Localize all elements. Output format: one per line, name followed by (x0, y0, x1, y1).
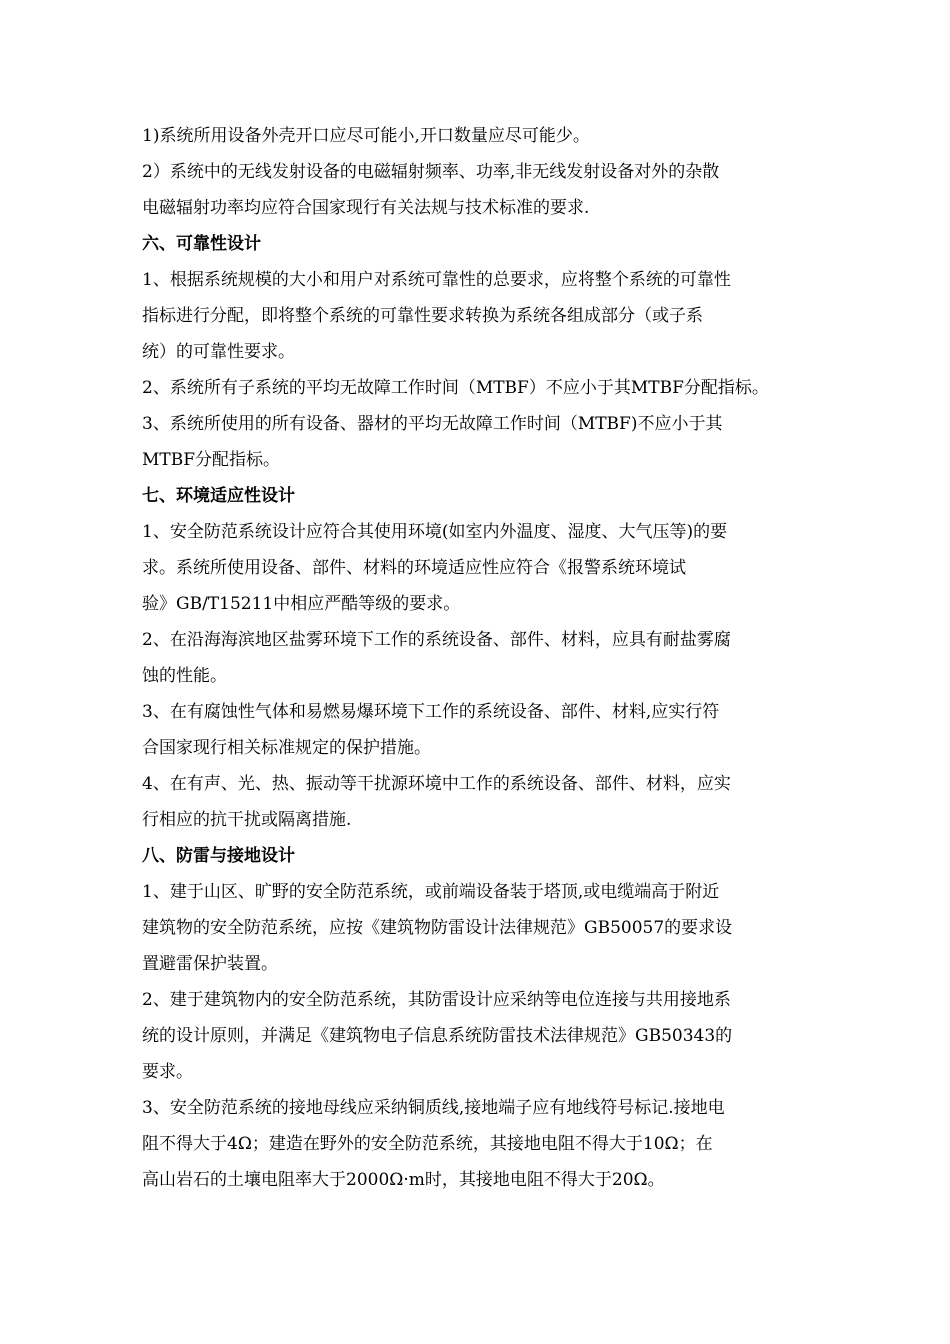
paragraph-line: 行相应的抗干扰或隔离措施. (142, 810, 352, 830)
paragraph-line: 阻不得大于4Ω；建造在野外的安全防范系统，其接地电阻不得大于10Ω；在 (142, 1134, 713, 1154)
paragraph-line: 要求。 (142, 1062, 193, 1082)
paragraph-line: 1、安全防范系统设计应符合其使用环境(如室内外温度、湿度、大气压等)的要 (142, 522, 728, 542)
paragraph-line: 建筑物的安全防范系统，应按《建筑物防雷设计法律规范》GB50057的要求设 (142, 918, 733, 938)
paragraph-line: 统）的可靠性要求。 (142, 342, 295, 362)
paragraph-line: 置避雷保护装置。 (142, 954, 278, 974)
paragraph-line: 蚀的性能。 (142, 666, 227, 686)
document-page (142, 118, 812, 1198)
paragraph-line: 高山岩石的土壤电阻率大于2000Ω·m时，其接地电阻不得大于20Ω。 (142, 1170, 665, 1190)
paragraph-line: 2、建于建筑物内的安全防范系统，其防雷设计应采纳等电位连接与共用接地系 (142, 990, 731, 1010)
paragraph-line: 1、建于山区、旷野的安全防范系统，或前端设备装于塔顶,或电缆端高于附近 (142, 882, 720, 902)
paragraph-line: 电磁辐射功率均应符合国家现行有关法规与技术标准的要求. (142, 198, 590, 218)
paragraph-line: MTBF分配指标。 (142, 450, 281, 470)
paragraph-line: 验》GB/T15211中相应严酷等级的要求。 (142, 594, 461, 614)
paragraph-line: 3、系统所使用的所有设备、器材的平均无故障工作时间（MTBF)不应小于其 (142, 414, 723, 434)
paragraph-line: 1)系统所用设备外壳开口应尽可能小,开口数量应尽可能少。 (142, 126, 590, 146)
section-heading-environment: 七、环境适应性设计 (142, 486, 295, 506)
paragraph-line: 4、在有声、光、热、振动等干扰源环境中工作的系统设备、部件、材料，应实 (142, 774, 731, 794)
paragraph-line: 2、系统所有子系统的平均无故障工作时间（MTBF）不应小于其MTBF分配指标。 (142, 378, 769, 398)
paragraph-line: 3、在有腐蚀性气体和易燃易爆环境下工作的系统设备、部件、材料,应实行符 (142, 702, 720, 722)
paragraph-line: 2、在沿海海滨地区盐雾环境下工作的系统设备、部件、材料，应具有耐盐雾腐 (142, 630, 731, 650)
paragraph-line: 3、安全防范系统的接地母线应采纳铜质线,接地端子应有地线符号标记.接地电 (142, 1098, 725, 1118)
paragraph-line: 统的设计原则，并满足《建筑物电子信息系统防雷技术法律规范》GB50343的 (142, 1026, 733, 1046)
paragraph-line: 指标进行分配，即将整个系统的可靠性要求转换为系统各组成部分（或子系 (142, 306, 703, 326)
section-heading-reliability: 六、可靠性设计 (142, 234, 261, 254)
paragraph-line: 合国家现行相关标准规定的保护措施。 (142, 738, 431, 758)
paragraph-line: 1、根据系统规模的大小和用户对系统可靠性的总要求，应将整个系统的可靠性 (142, 270, 731, 290)
section-heading-lightning-grounding: 八、防雷与接地设计 (142, 846, 295, 866)
paragraph-line: 2）系统中的无线发射设备的电磁辐射频率、功率,非无线发射设备对外的杂散 (142, 162, 720, 182)
paragraph-line: 求。系统所使用设备、部件、材料的环境适应性应符合《报警系统环境试 (142, 558, 686, 578)
